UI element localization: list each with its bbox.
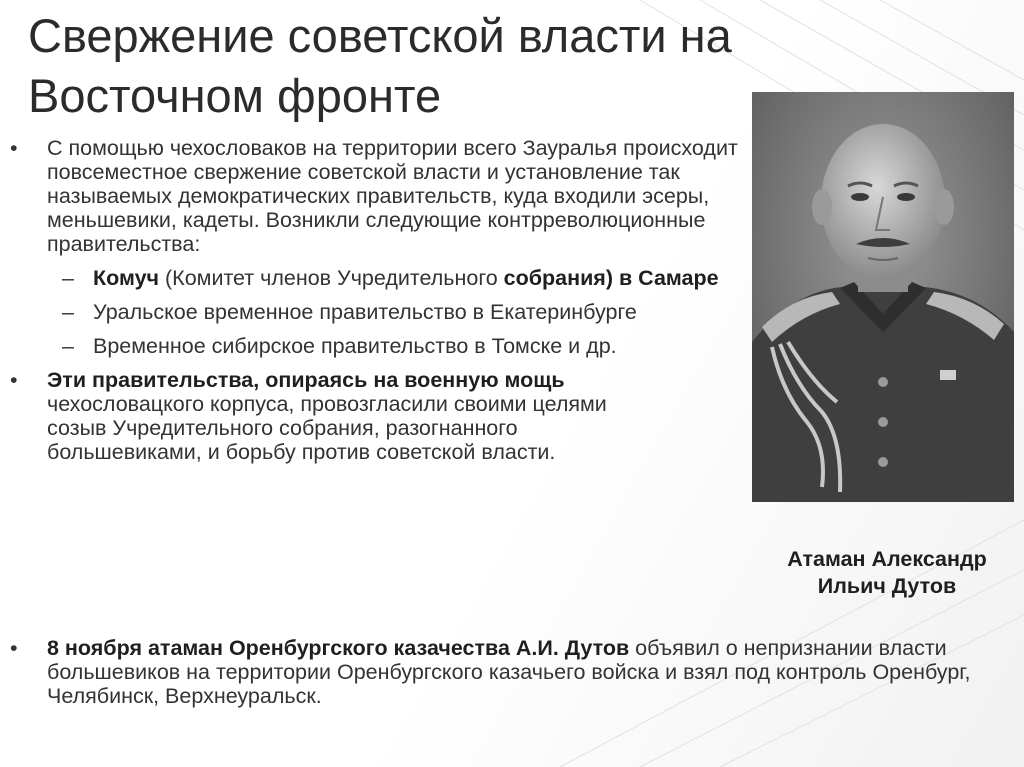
bullet-2-bold: Эти правительства, опираясь на военную мощь	[47, 368, 565, 392]
bullet-glyph: •	[10, 636, 18, 660]
siberian-text: Временное сибирское правительство в Томске и др.	[93, 334, 617, 358]
bullet-3-text: объявил о непризнании власти большевиков на территории Оренбургского казачьего войска и взял под контроль Оренбург, Челябинск, Верхнеуральск.	[47, 636, 971, 708]
sub-item-siberian	[10, 334, 750, 358]
ural-text: Уральское временное правительство в Екатеринбурге	[93, 300, 637, 324]
caption-line-2: Ильич Дутов	[817, 574, 957, 598]
bullet-1-text: С помощью чехословаков на территории всего Зауралья происходит повсеместное свержение советской власти и установление так называемых демократических правительств, куда входили эсеры, меньшевики, кадеты. Возникли следующие контрреволюционные правительства:	[47, 136, 738, 256]
dash-glyph: –	[62, 266, 74, 290]
bullet-glyph: •	[10, 368, 18, 392]
bullet-2	[10, 368, 750, 464]
body-text	[10, 136, 750, 474]
dash-glyph: –	[62, 300, 74, 324]
caption-line-1: Атаман Александр	[787, 547, 987, 571]
komuch-bold: Комуч	[93, 266, 160, 290]
bullet-1	[10, 136, 750, 256]
bullet-3	[10, 636, 1024, 708]
photo-caption	[762, 546, 1012, 600]
dutov-name: А.И. Дутов	[515, 636, 630, 660]
bullet-2-text: чехословацкого корпуса, провозгласили своими целями созыв Учредительного собрания, разогнанного большевиками, и борьбу против советской власти.	[47, 392, 607, 464]
komuch-bold-2: собрания) в Самаре	[503, 266, 719, 290]
bullet-3-bold: 8 ноября атаман Оренбургского казачества	[47, 636, 516, 660]
portrait-illustration	[752, 92, 1014, 502]
portrait-photo	[752, 92, 1014, 502]
sub-item-ural	[10, 300, 750, 324]
page-title: Свержение советской власти на Восточном фронте	[28, 9, 732, 122]
sub-item-komuch	[10, 266, 750, 290]
bullet-glyph: •	[10, 136, 18, 160]
dash-glyph: –	[62, 334, 74, 358]
komuch-text: (Комитет членов Учредительного	[159, 266, 504, 290]
